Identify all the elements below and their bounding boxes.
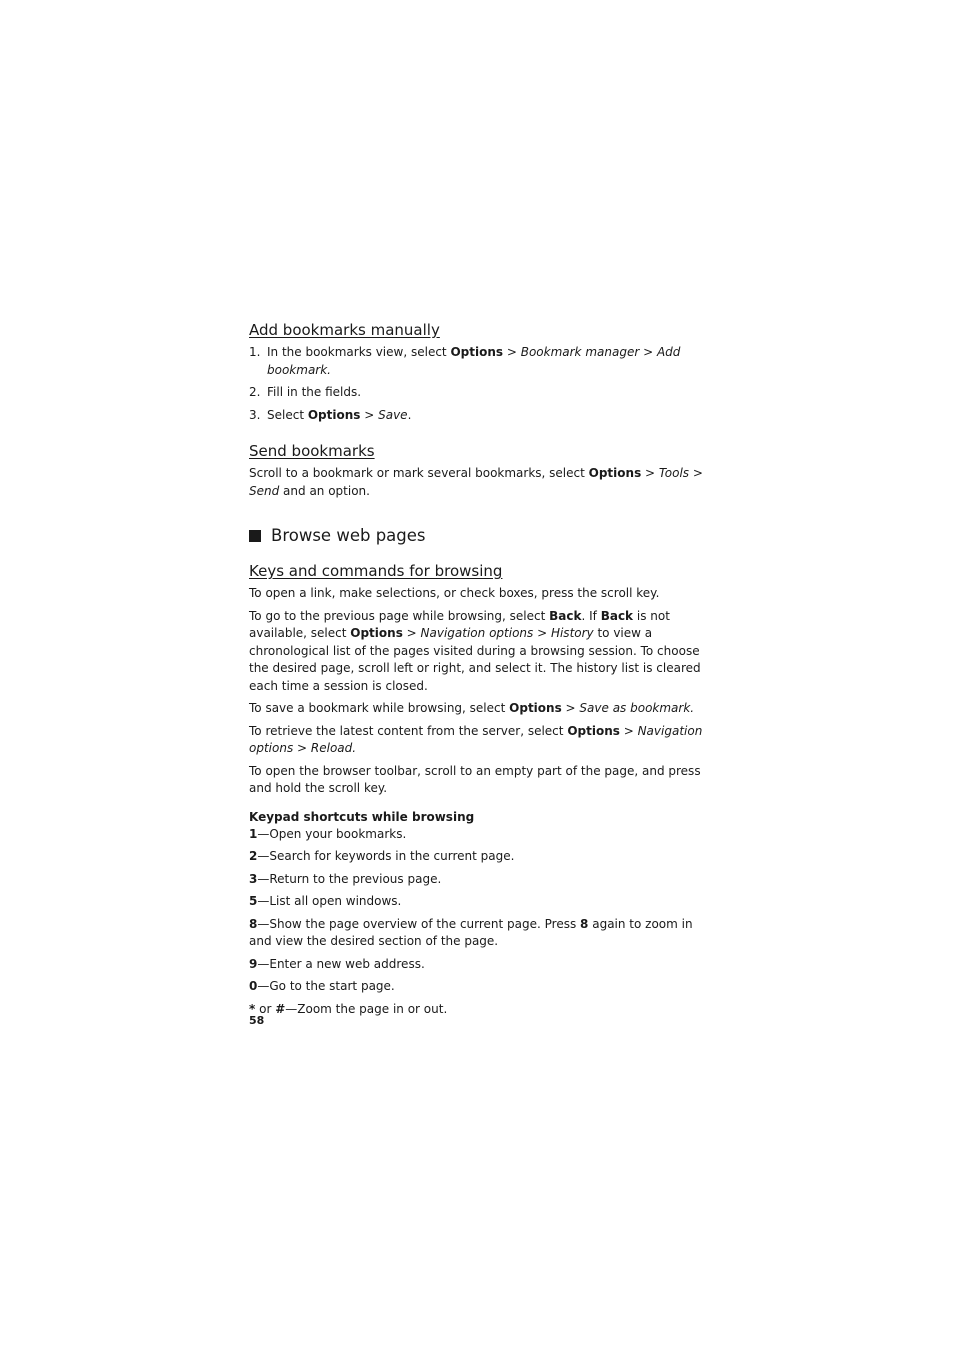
paragraph: To go to the previous page while browsing, select Back. If Back is not available, select Options > Navigation options > History to view a chronological list of the pages visited during a browsing session. To choose the desired page, scroll left or right, and select it. The history list is cleared each time a session is closed. [249,608,701,693]
step-text: In the bookmarks view, select Options > Bookmark manager > Add bookmark. [267,345,681,377]
step-number: 1. [249,345,261,359]
paragraph: To open a link, make selections, or check boxes, press the scroll key. [249,586,660,600]
heading-keys-and-commands: Keys and commands for browsing [249,562,503,580]
square-bullet-icon [249,530,261,542]
step-text: Select Options > Save. [267,407,412,422]
list-item: 2—Search for keywords in the current page. [249,849,515,863]
list-item [249,407,709,425]
list-item: 0—Go to the start page. [249,979,395,993]
list-item [249,344,709,379]
document-page [249,320,709,1023]
heading-keypad-shortcuts: Keypad shortcuts while browsing [249,809,475,824]
steps-list [249,344,709,424]
heading-send-bookmarks: Send bookmarks [249,442,375,460]
list-item: * or #—Zoom the page in or out. [249,1001,448,1016]
step-number: 2. [249,385,261,399]
list-item: 5—List all open windows. [249,894,402,908]
paragraph: To retrieve the latest content from the server, select Options > Navigation options > Reload. [249,723,703,755]
heading-browse-web-pages: Browse web pages [249,525,709,547]
list-item: 1—Open your bookmarks. [249,826,407,841]
page-number: 58 [249,1014,265,1027]
list-item: 8—Show the page overview of the current page. Press 8 again to zoom in and view the desired section of the page. [249,916,693,948]
paragraph: To save a bookmark while browsing, select Options > Save as bookmark. [249,701,695,715]
step-text: Fill in the fields. [267,385,362,399]
step-number: 3. [249,407,261,422]
list-item [249,384,709,402]
heading-add-bookmarks-manually: Add bookmarks manually [249,321,440,339]
paragraph: To open the browser toolbar, scroll to an empty part of the page, and press and hold the scroll key. [249,763,701,795]
list-item: 9—Enter a new web address. [249,956,425,971]
list-item: 3—Return to the previous page. [249,871,442,886]
send-bookmarks-text: Scroll to a bookmark or mark several bookmarks, select Options > Tools > Send and an option. [249,466,703,498]
